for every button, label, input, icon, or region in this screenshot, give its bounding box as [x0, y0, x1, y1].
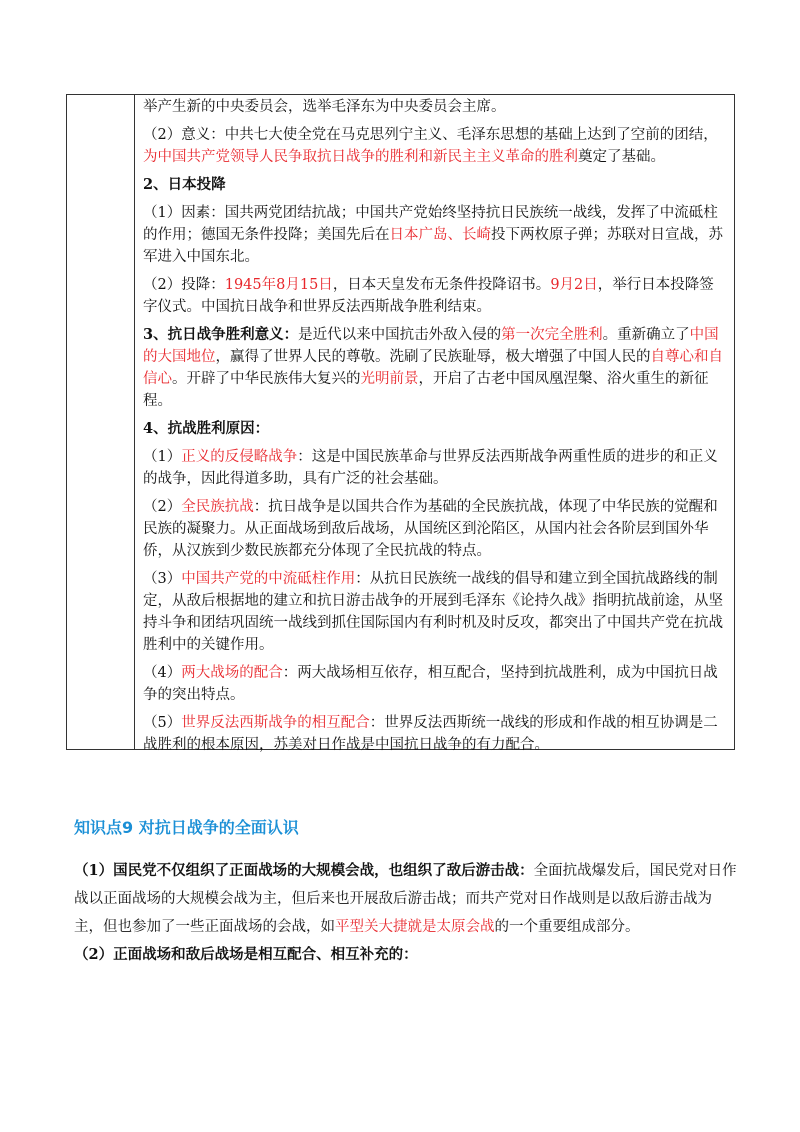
highlight-text: 光明前景: [360, 371, 419, 387]
highlight-text: 1945年8月15日: [224, 277, 333, 293]
table-right-column: [136, 95, 734, 753]
highlight-text: 中国的大国地位: [143, 327, 719, 365]
highlight-text: 为中国共产党领导人民争取抗日战争的胜利和新民主主义革命的胜利: [143, 149, 578, 165]
paragraph-reason-4: （4）两大战场的配合：两大战场相互依存，相互配合，坚持到抗战胜利，成为中国抗日战争的突出特点。: [143, 665, 718, 703]
knowledge-point-title: 知识点9 对抗日战争的全面认识: [74, 818, 299, 837]
highlight-text: 自尊心和自信心: [143, 349, 723, 387]
highlight-text: 日本广岛、长崎: [389, 227, 491, 243]
highlight-text: 中国共产党的中流砥柱作用: [181, 571, 356, 587]
highlight-text: 世界反法西斯战争的相互配合: [181, 715, 370, 731]
highlight-text: 两大战场的配合: [181, 665, 283, 681]
heading-victory-meaning: 3、抗日战争胜利意义：: [143, 326, 299, 343]
question-heading: （1）国民党不仅组织了正面战场的大规模会战，也组织了敌后游击战：: [74, 862, 534, 879]
heading-japan-surrender: 2、日本投降: [143, 176, 226, 193]
table-left-column: [67, 95, 135, 749]
highlight-text: 9月2日: [550, 277, 598, 293]
paragraph-factors: （1）因素：国共两党团结抗战；中国共产党始终坚持抗日民族统一战线，发挥了中流砥柱的作用；德国无条件投降；美国先后在日本广岛、长崎投下两枚原子弹；苏联对日宣战，苏军进入中国东北。: [143, 205, 723, 265]
paragraph-surrender: （2）投降：1945年8月15日，日本天皇发布无条件投降诏书。9月2日，举行日本投降签字仪式。中国抗日战争和世界反法西斯战争胜利结束。: [143, 277, 714, 315]
paragraph-reason-3: （3）中国共产党的中流砥柱作用：从抗日民族统一战线的倡导和建立到全国抗战路线的制定，从敌后根据地的建立和抗日游击战争的开展到毛泽东《论持久战》指明抗战前途，从坚持斗争和团结巩固统一战线到抓住国际国内有利时机及时反攻，都突出了中国共产党在抗战胜利中的关键作用。: [143, 571, 723, 653]
paragraph-election: 举产生新的中央委员会，选举毛泽东为中央委员会主席。: [143, 99, 506, 115]
heading-victory-reasons: 4、抗战胜利原因：: [143, 420, 270, 437]
paragraph-reason-5: （5）世界反法西斯战争的相互配合：世界反法西斯统一战线的形成和作战的相互协调是二战胜利的根本原因，苏美对日作战是中国抗日战争的有力配合。: [143, 715, 718, 753]
highlight-text: 平型关大捷就是太原会战: [335, 919, 495, 935]
paragraph-reason-2: （2）全民族抗战：抗日战争是以国共合作为基础的全民族抗战，体现了中华民族的觉醒和民族的凝聚力。从正面战场到敌后战场，从国统区到沦陷区，从国内社会各阶层到国外华侨，从汉族到少数民族都充分体现了全民抗战的特点。: [143, 499, 718, 559]
highlight-text: 全民族抗战: [181, 499, 254, 515]
highlight-text: 正义的反侵略战争: [181, 449, 298, 465]
paragraph-victory-meaning: 3、抗日战争胜利意义：是近代以来中国抗击外敌入侵的第一次完全胜利。重新确立了中国的大国地位，赢得了世界人民的尊敬。洗刷了民族耻辱，极大增强了中国人民的自尊心和自信心。开辟了中华民族伟大复兴的光明前景，开启了古老中国凤凰涅槃、浴火重生的新征程。: [143, 326, 723, 409]
paragraph-kmt-warfare: （1）国民党不仅组织了正面战场的大规模会战，也组织了敌后游击战：全面抗战爆发后，国民党对日作战以正面战场的大规模会战为主，但后来也开展敌后游击战；而共产党对日作战则是以敌后游击战为主，但也参加了一些正面战场的会战，如平型关大捷就是太原会战的一个重要组成部分。: [74, 862, 737, 935]
paragraph-significance: （2）意义：中共七大使全党在马克思列宁主义、毛泽东思想的基础上达到了空前的团结，为中国共产党领导人民争取抗日战争的胜利和新民主主义革命的胜利奠定了基础。: [143, 127, 718, 165]
content-table: [66, 94, 735, 753]
paragraph-reason-1: （1）正义的反侵略战争：这是中国民族革命与世界反法西斯战争两重性质的进步的和正义的战争，因此得道多助，具有广泛的社会基础。: [143, 449, 718, 487]
knowledge-point-body: [74, 857, 738, 969]
highlight-text: 第一次完全胜利: [501, 327, 603, 343]
question-heading-battlefields: （2）正面战场和敌后战场是相互配合、相互补充的：: [74, 946, 418, 963]
